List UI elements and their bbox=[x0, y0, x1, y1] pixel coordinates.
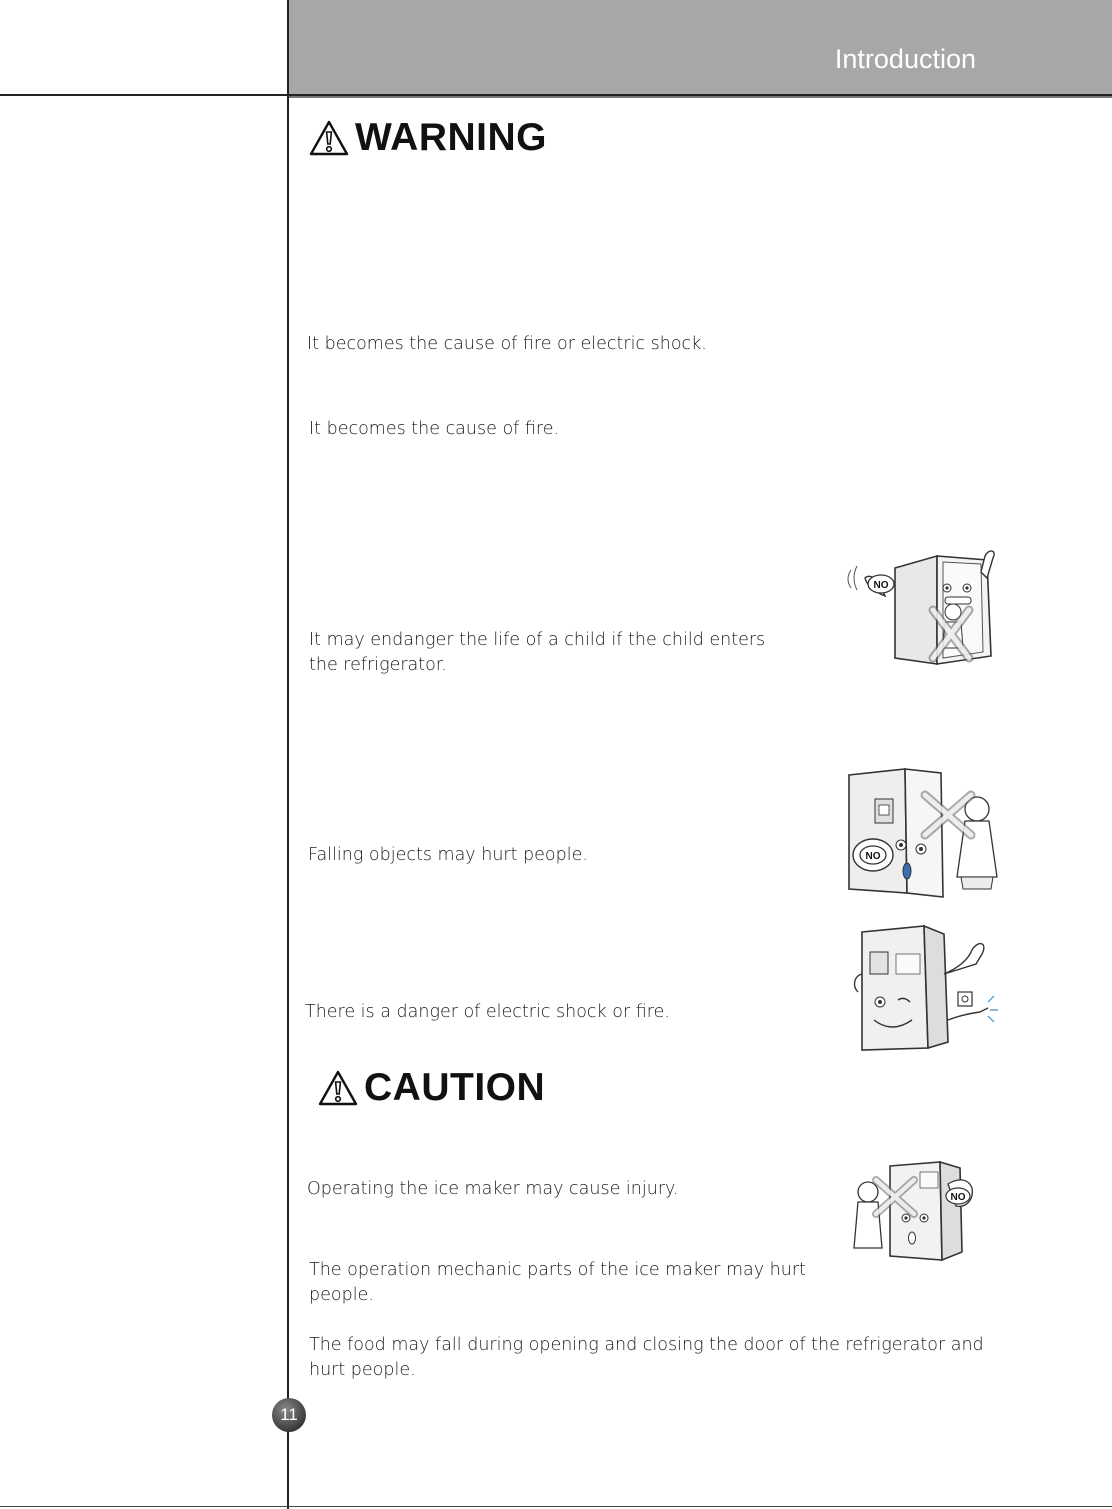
warning-item-3: It may endanger the life of a child if the child enters the refrigerator. bbox=[309, 630, 766, 675]
child-in-refrigerator-illustration bbox=[845, 548, 997, 670]
warning-item-1: It becomes the cause of fire or electric shock. bbox=[307, 334, 707, 354]
warning-heading-text: WARNING bbox=[355, 116, 547, 159]
caution-item-1: Operating the ice maker may cause injury. bbox=[307, 1179, 679, 1199]
caution-heading bbox=[318, 1066, 545, 1110]
no-label: NO bbox=[865, 851, 881, 862]
caution-heading-text: CAUTION bbox=[364, 1066, 546, 1109]
no-label: NO bbox=[950, 1192, 966, 1203]
left-margin-rule bbox=[287, 0, 289, 1509]
warning-item-2: It becomes the cause of fire. bbox=[309, 419, 560, 439]
caution-triangle-icon bbox=[318, 1070, 358, 1106]
ice-maker-illustration bbox=[850, 1156, 976, 1264]
caution-item-2: The operation mechanic parts of the ice maker may hurt people. bbox=[309, 1260, 806, 1305]
bottom-divider bbox=[0, 1506, 1112, 1507]
no-label: NO bbox=[873, 580, 889, 591]
warning-item-5: There is a danger of electric shock or fire. bbox=[305, 1002, 670, 1022]
caution-item-3: The food may fall during opening and closing the door of the refrigerator and hurt people. bbox=[309, 1335, 984, 1380]
page-number-badge: 11 bbox=[272, 1398, 306, 1432]
child-climbing-door-illustration bbox=[845, 765, 1001, 899]
header-band bbox=[289, 0, 1112, 95]
header-shadow bbox=[289, 96, 1112, 98]
section-title: Introduction bbox=[834, 44, 976, 74]
refrigerator-outlet-illustration bbox=[848, 924, 1000, 1054]
warning-heading bbox=[309, 116, 547, 160]
warning-item-4: Falling objects may hurt people. bbox=[308, 845, 588, 865]
warning-triangle-icon bbox=[309, 120, 349, 156]
